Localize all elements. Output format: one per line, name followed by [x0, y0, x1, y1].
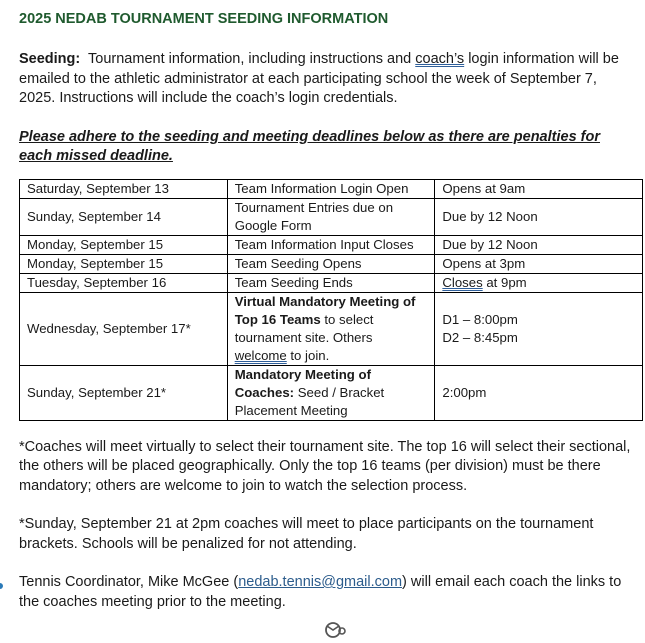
event-cell [227, 365, 435, 420]
table-row [20, 235, 643, 254]
table-row [20, 254, 643, 273]
event-cell: Tournament Entries due on Google Form [227, 198, 435, 235]
coordinator-note [19, 573, 631, 612]
document-page [19, 9, 631, 612]
deadline-warning: Please adhere to the seeding and meeting deadlines below as there are penalties for each missed deadline. [19, 128, 600, 164]
time-d1: D1 – 8:00pm [442, 311, 518, 327]
event-cell: Team Information Input Closes [227, 235, 435, 254]
date-cell: Sunday, September 21* [20, 365, 228, 420]
page-title: 2025 NEDAB TOURNAMENT SEEDING INFORMATION [19, 11, 389, 27]
margin-marker-dot [0, 583, 3, 589]
coordinator-email-link[interactable]: nedab.tennis@gmail.com [238, 574, 403, 590]
time-d2: D2 – 8:45pm [442, 329, 518, 345]
time-cell: Due by 12 Noon [435, 198, 643, 235]
date-cell: Saturday, September 13 [20, 179, 228, 198]
time-rest: at 9pm [482, 274, 527, 290]
seeding-paragraph [19, 50, 631, 109]
date-cell: Monday, September 15 [20, 235, 228, 254]
table-row [20, 273, 643, 292]
event-cell: Team Seeding Ends [227, 273, 435, 292]
date-cell: Tuesday, September 16 [20, 273, 228, 292]
closes-word: Closes [442, 274, 483, 290]
table-row [20, 179, 643, 198]
coach-word: coach’s [415, 51, 465, 67]
event-cell [227, 292, 435, 365]
date-cell: Monday, September 15 [20, 254, 228, 273]
event-bold: Mandatory Meeting of Coaches: [234, 366, 371, 400]
table-row [20, 292, 643, 365]
seeding-text-after: login information will be emailed to the athletic administrator at each participating school the week of September 7, 2025. Instructions will include the coach’s login credentials. [19, 51, 619, 106]
schedule-table [19, 179, 643, 421]
welcome-word: welcome [234, 347, 287, 363]
coordinator-text-after: ) will email each coach the links to the coaches meeting prior to the meeting. [19, 574, 622, 610]
table-row [20, 365, 643, 420]
seeding-label: Seeding: [19, 51, 81, 67]
time-cell: 2:00pm [435, 365, 643, 420]
seeding-text-before: Tournament information, including instructions and [88, 51, 416, 67]
time-cell [435, 292, 643, 365]
event-cell: Team Information Login Open [227, 179, 435, 198]
event-rest: Seed / Bracket Placement Meeting [234, 384, 385, 418]
time-cell: Opens at 9am [435, 179, 643, 198]
loop-icon[interactable] [323, 620, 347, 638]
time-cell [435, 273, 643, 292]
date-cell: Wednesday, September 17* [20, 292, 228, 365]
table-row [20, 198, 643, 235]
event-cell: Team Seeding Opens [227, 254, 435, 273]
time-cell: Due by 12 Noon [435, 235, 643, 254]
time-cell: Opens at 3pm [435, 254, 643, 273]
event-rest: to select tournament site. Others [234, 311, 374, 345]
date-cell: Sunday, September 14 [20, 198, 228, 235]
event-rest-2: to join. [286, 347, 330, 363]
event-bold: Virtual Mandatory Meeting of Top 16 Teams [234, 293, 416, 327]
note-virtual-meeting: *Coaches will meet virtually to select their tournament site. The top 16 will select their sectional, the others will be placed geographically. Only the top 16 teams (per division) must be there mandatory; others are welcome to join to watch the selection process. [19, 438, 631, 494]
note-bracket-meeting: *Sunday, September 21 at 2pm coaches will meet to place participants on the tournament brackets. Schools will be penalized for not attending. [19, 516, 594, 552]
coordinator-text-before: Tennis Coordinator, Mike McGee ( [19, 574, 239, 590]
